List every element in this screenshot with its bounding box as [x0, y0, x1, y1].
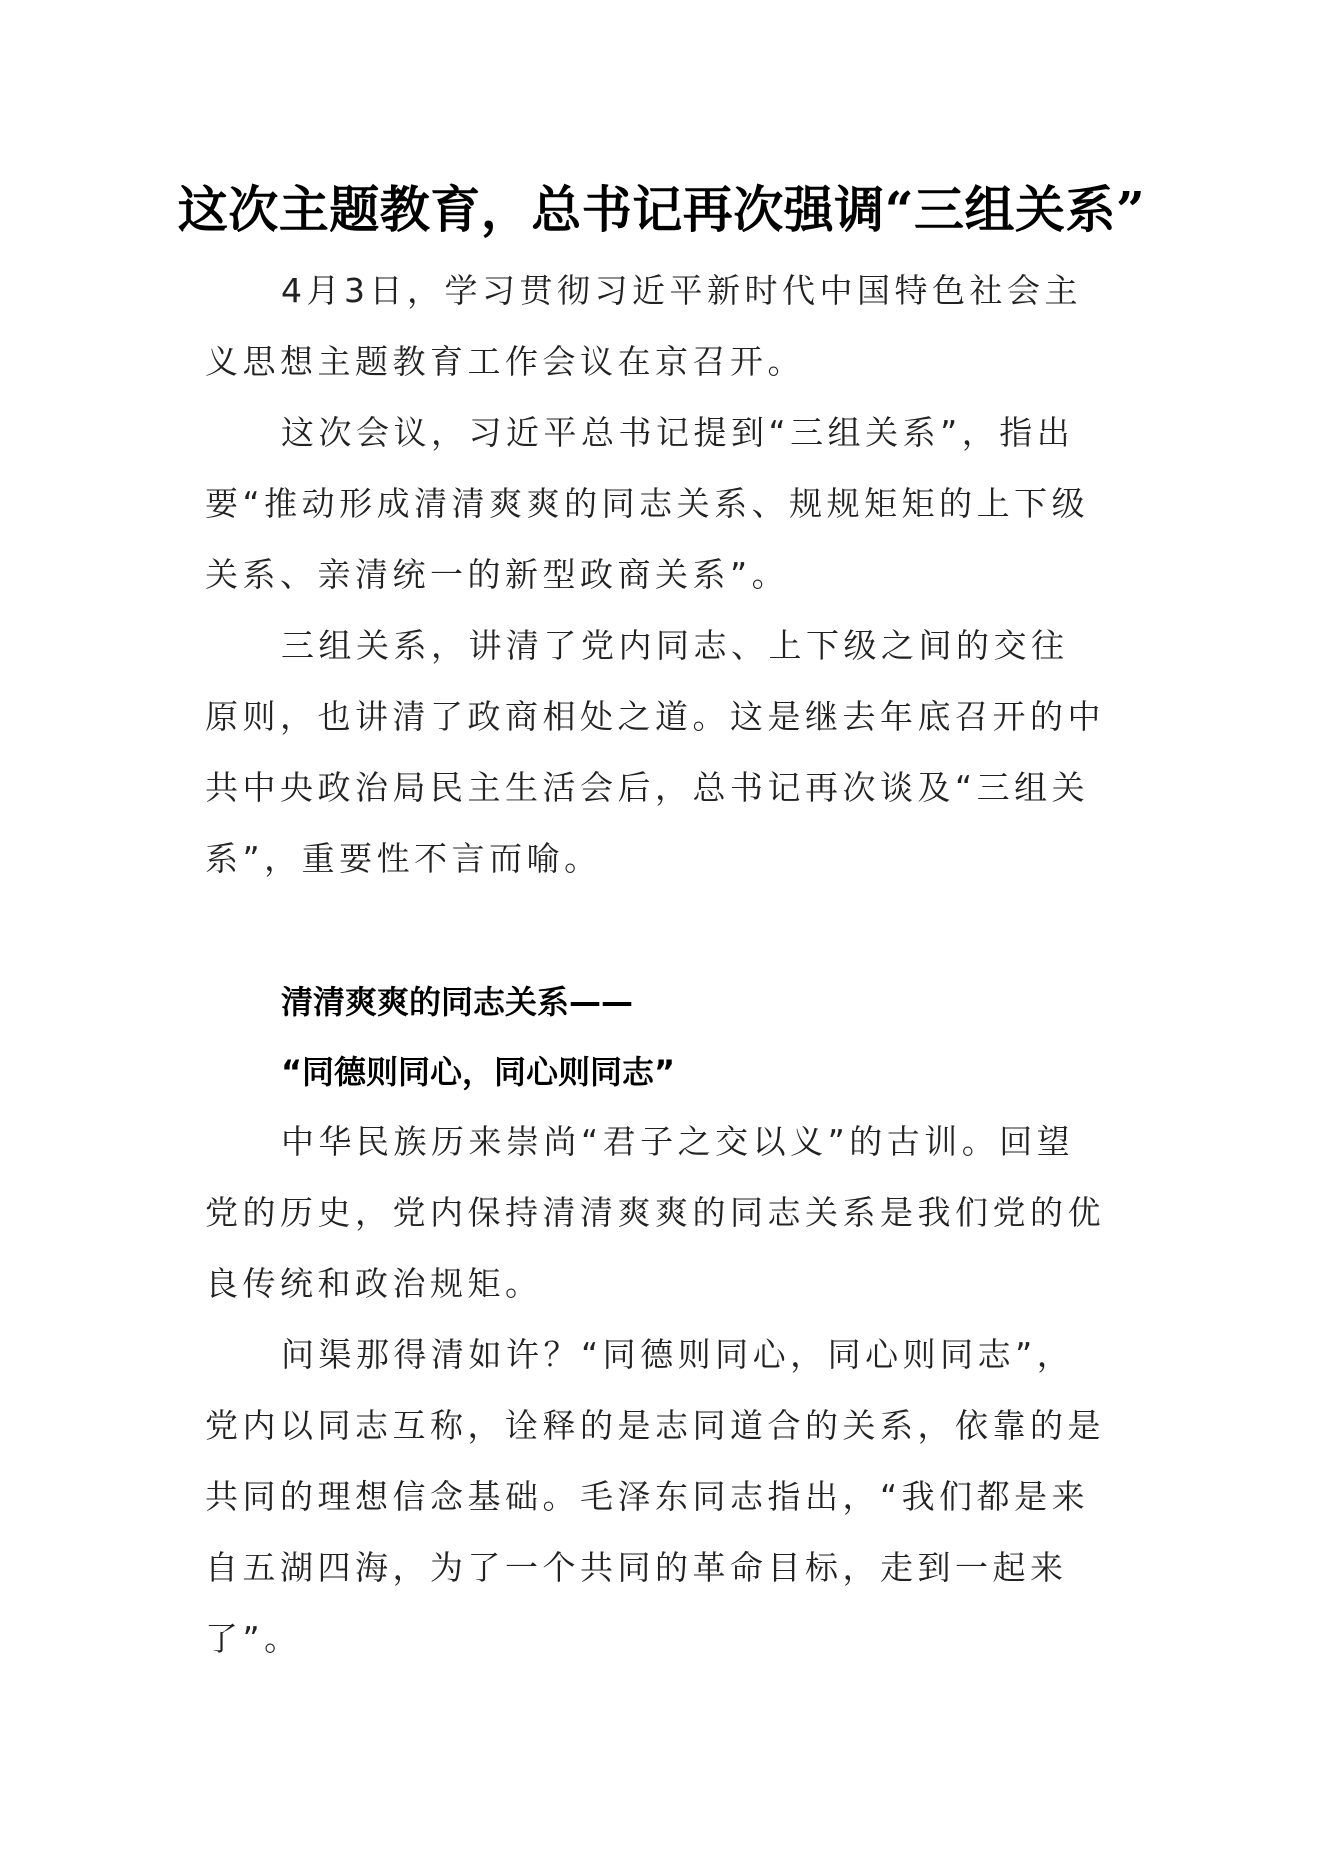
- paragraph-intro-1: 4月3日，学习贯彻习近平新时代中国特色社会主义思想主题教育工作会议在京召开。: [205, 271, 1082, 381]
- paragraph-section-1: 中华民族历来崇尚“君子之交以义”的古训。回望党的历史，党内保持清清爽爽的同志关系是我们党的优良传统和政治规矩。: [205, 1122, 1105, 1303]
- paragraph-intro-2: 这次会议，习近平总书记提到“三组关系”，指出要“推动形成清清爽爽的同志关系、规规矩矩的上下级关系、亲清统一的新型政商关系”。: [205, 413, 1090, 594]
- section-heading-line-2: “同德则同心，同心则同志”: [281, 1053, 676, 1091]
- paragraph-section-2: 问渠那得清如许？“同德则同心，同心则同志”，党内以同志互称，诠释的是志同道合的关系，依靠的是共同的理想信念基础。毛泽东同志指出，“我们都是来自五湖四海，为了一个共同的革命目标，走到一起来了”。: [205, 1335, 1105, 1658]
- paragraph-intro-3: 三组关系，讲清了党内同志、上下级之间的交往原则，也讲清了政商相处之道。这是继去年底召开的中共中央政治局民主生活会后，总书记再次谈及“三组关系”，重要性不言而喻。: [205, 626, 1105, 878]
- section-text-block: [205, 1106, 1105, 1674]
- section-heading-line-1: 清清爽爽的同志关系——: [281, 983, 634, 1021]
- intro-text-block: [205, 255, 1105, 894]
- document-title: 这次主题教育，总书记再次强调“三组关系”: [177, 180, 1146, 239]
